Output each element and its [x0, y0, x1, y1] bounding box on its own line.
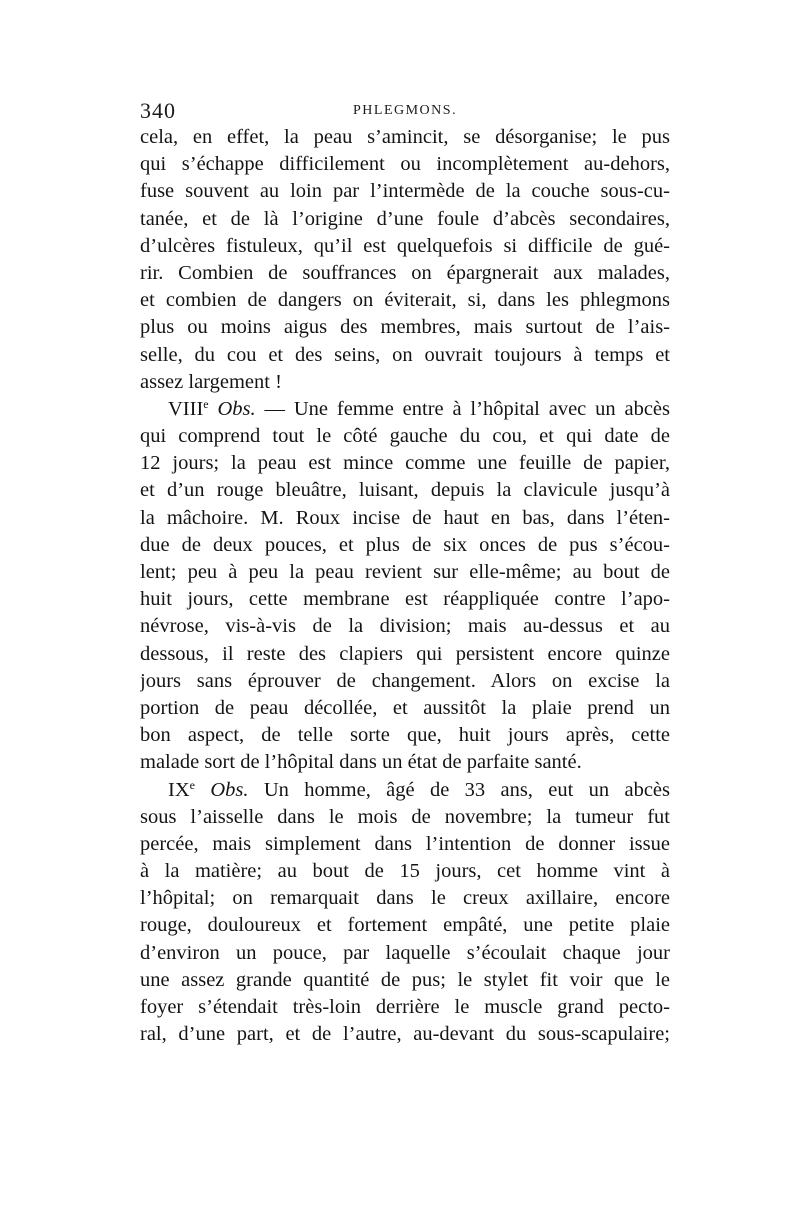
text-line: assez largement ! — [140, 370, 282, 393]
text-line: ral, d’une part, et de l’autre, au-devant du sous-scapulaire; — [140, 1023, 670, 1046]
text-line: huit jours, cette membrane est réappliquée contre l’apo- — [140, 588, 670, 611]
text-line: d’environ un pouce, par laquelle s’écoulait chaque jour — [140, 941, 670, 964]
text-line: à la matière; au bout de 15 jours, cet homme vint à — [140, 860, 670, 883]
text-line: qui comprend tout le côté gauche du cou, et qui date de — [140, 425, 670, 448]
text-line: et combien de dangers on éviterait, si, dans les phlegmons — [140, 289, 670, 312]
text-line: et d’un rouge bleuâtre, luisant, depuis la clavicule jusqu’à — [140, 479, 670, 502]
observation-9-heading — [140, 777, 670, 804]
observation-text: — Une femme entre à l’hôpital avec un abcès — [264, 397, 670, 420]
text-line: la mâchoire. M. Roux incise de haut en bas, dans l’éten- — [140, 506, 670, 529]
text-line: 12 jours; la peau est mince comme une feuille de papier, — [140, 452, 670, 475]
text-line: névrose, vis-à-vis de la division; mais au-dessus et au — [140, 615, 670, 638]
observation-text: Un homme, âgé de 33 ans, eut un abcès — [263, 778, 670, 801]
text-line: rir. Combien de souffrances on épargnerait aux malades, — [140, 261, 670, 284]
text-line: bon aspect, de telle sorte que, huit jours après, cette — [140, 724, 670, 747]
text-line: percée, mais simplement dans l’intention de donner issue — [140, 832, 670, 855]
text-line: cela, en effet, la peau s’amincit, se désorganise; le pus — [140, 126, 670, 148]
text-line: selle, du cou et des seins, on ouvrait toujours à temps et — [140, 343, 670, 366]
text-line: lent; peu à peu la peau revient sur elle-même; au bout de — [140, 561, 670, 583]
text-line: fuse souvent au loin par l’intermède de la couche sous-cu- — [140, 180, 670, 203]
text-line: tanée, et de là l’origine d’une foule d’abcès secondaires, — [140, 207, 670, 230]
observation-number: IXe — [168, 777, 195, 801]
text-line: due de deux pouces, et plus de six onces de pus s’écou- — [140, 533, 670, 556]
page-number: 340 — [140, 98, 176, 123]
text-line: d’ulcères fistuleux, qu’il est quelquefois si difficile de gué- — [140, 234, 670, 257]
text-line: dessous, il reste des clapiers qui persistent encore quinze — [140, 642, 670, 665]
text-line: malade sort de l’hôpital dans un état de parfaite santé. — [140, 751, 582, 774]
text-line: jours sans éprouver de changement. Alors on excise la — [140, 669, 670, 692]
text-line: sous l’aisselle dans le mois de novembre; la tumeur fut — [140, 805, 670, 828]
text-line: plus ou moins aigus des membres, mais surtout de l’ais- — [140, 316, 670, 339]
text-line: portion de peau décollée, et aussitôt la plaie prend un — [140, 696, 670, 719]
observation-number: VIIIe — [168, 396, 209, 420]
text-line: l’hôpital; on remarquait dans le creux axillaire, encore — [140, 887, 670, 910]
text-line: une assez grande quantité de pus; le stylet fit voir que le — [140, 968, 670, 991]
text-line: foyer s’étendait très-loin derrière le muscle grand pecto- — [140, 996, 670, 1018]
observation-label: Obs. — [210, 778, 249, 801]
body-text — [140, 124, 670, 1048]
text-line: qui s’échappe difficilement ou incomplètement au-dehors, — [140, 153, 670, 176]
running-title: PHLEGMONS. — [353, 103, 458, 118]
text-line: rouge, douloureux et fortement empâté, une petite plaie — [140, 914, 670, 937]
observation-label: Obs. — [217, 397, 256, 420]
observation-8-heading — [140, 396, 670, 423]
